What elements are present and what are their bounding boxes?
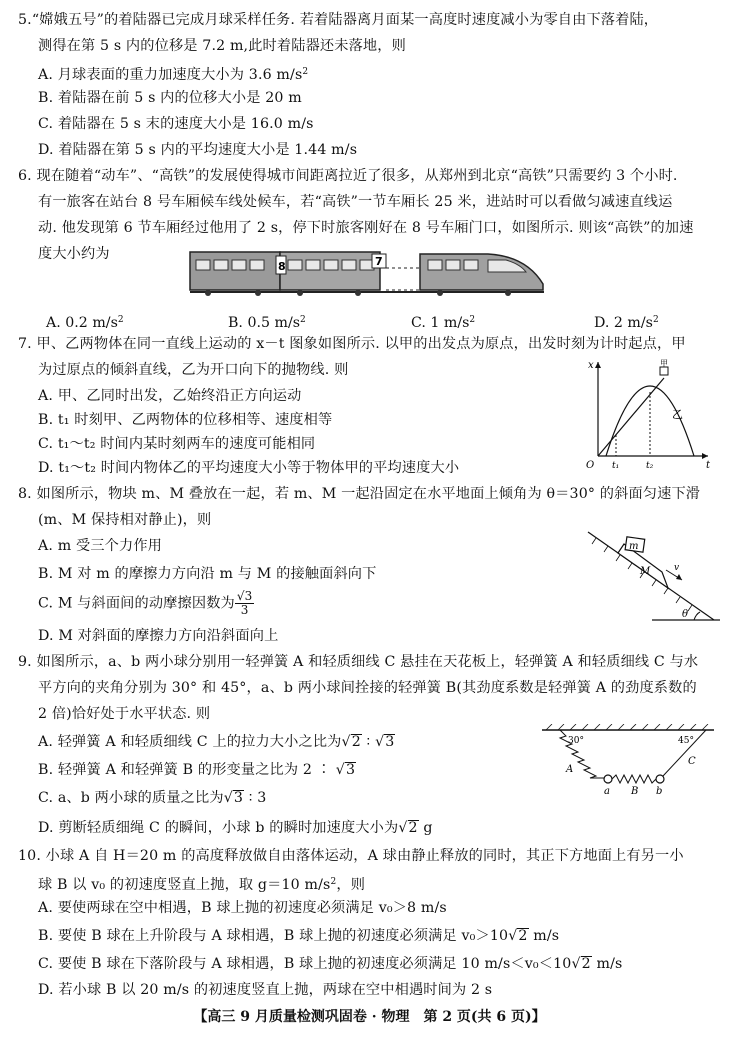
- q7-option-a: A. 甲、乙同时出发，乙始终沿正方向运动: [38, 388, 302, 404]
- q5-option-b: B. 着陆器在前 5 s 内的位移大小是 20 m: [38, 90, 302, 106]
- q10-stem-line2-text: 球 B 以 v₀ 的初速度竖直上抛，取 g＝10 m/s: [38, 877, 331, 893]
- q9-option-a-text: A. 轻弹簧 A 和轻质细线 C 上的拉力大小之比为: [38, 734, 342, 750]
- fig-label-A: A: [566, 764, 574, 775]
- page-footer: 【高三 9 月质量检测巩固卷 · 物理 第 2 页(共 6 页)】: [193, 1009, 546, 1025]
- x-axis-label: x: [588, 360, 594, 371]
- fig-angle-45: 45°: [678, 736, 694, 746]
- fig-label-B: B: [631, 786, 639, 796]
- q7-stem-line1: 7. 甲、乙两物体在同一直线上运动的 x－t 图象如图所示. 以甲的出发点为原点，出发时刻为计时起点，甲: [18, 336, 686, 352]
- q6-option-d: [594, 310, 659, 333]
- q6-option-b-text: B. 0.5 m/s: [228, 315, 301, 331]
- t2-label: t₂: [646, 461, 654, 471]
- q10-stem-line2-tail: ，则: [336, 877, 366, 893]
- q6-option-a: [46, 310, 124, 333]
- q8-option-c: [38, 590, 254, 617]
- q9-option-a: A. 轻弹簧 A 和轻质细线 C 上的拉力大小之比为√2 ∶ √3: [38, 734, 395, 750]
- q10-option-b-tail: m/s: [528, 928, 560, 944]
- q7-option-b: B. t₁ 时刻甲、乙两物体的位移相等、速度相等: [38, 412, 333, 428]
- q9-c-radicand: 3: [233, 790, 244, 806]
- q6-option-c-text: C. 1 m/s: [411, 315, 470, 331]
- q6-option-a-text: A. 0.2 m/s: [46, 315, 118, 331]
- q9-option-d: D. 剪断轻质细绳 C 的瞬间，小球 b 的瞬时加速度大小为√2 g: [38, 820, 433, 836]
- q10-b-radicand: 2: [518, 928, 528, 944]
- spring-B: [612, 775, 656, 783]
- q10-option-b-text: B. 要使 B 球在上升阶段与 A 球相遇，B 球上抛的初速度必须满足 v₀＞10: [38, 928, 509, 944]
- train-label-8: 8: [278, 260, 286, 273]
- q8-fraction-den: 3: [240, 603, 249, 617]
- q9-stem-line3: 2 倍)恰好处于水平状态. 则: [38, 706, 211, 722]
- q5-option-c: C. 着陆器在 5 s 末的速度大小是 16.0 m/s: [38, 116, 314, 132]
- origin-label: O: [586, 460, 595, 471]
- fig-label-b: b: [656, 786, 663, 796]
- q7-stem-line2: 为过原点的倾斜直线，乙为开口向下的抛物线. 则: [38, 362, 349, 378]
- x-axis-arrow: [595, 362, 601, 368]
- t1-label: t₁: [612, 461, 620, 471]
- q10-stem-line2-sup: 2: [330, 877, 337, 887]
- q10-option-c-tail: m/s: [591, 956, 623, 972]
- q9-option-d-text: D. 剪断轻质细绳 C 的瞬间，小球 b 的瞬时加速度大小为: [38, 820, 399, 836]
- t-axis-arrow: [702, 453, 708, 459]
- xt-graph: [580, 356, 716, 474]
- q9-option-c: C. a、b 两小球的质量之比为√3 ∶ 3: [38, 790, 267, 806]
- q8-fraction-num: √3: [236, 589, 253, 603]
- graph-label-yi: 乙: [672, 408, 683, 421]
- q9-b-radicand: 3: [345, 762, 356, 778]
- q6-option-d-text: D. 2 m/s: [594, 315, 653, 331]
- train-car-2: [280, 252, 380, 290]
- train-label-7: 7: [375, 255, 383, 268]
- q9-option-b-text: B. 轻弹簧 A 和轻弹簧 B 的形变量之比为 2 ∶: [38, 762, 336, 778]
- fig-label-v: v: [674, 563, 680, 573]
- incline-figure: [582, 528, 722, 626]
- q8-stem-line1: 8. 如图所示，物块 m、M 叠放在一起，若 m、M 一起沿固定在水平地面上倾角为 θ＝30° 的斜面匀速下滑: [18, 486, 701, 502]
- theta-arc: [694, 612, 700, 620]
- label-box-jia: [660, 367, 668, 375]
- q6-option-c: [411, 310, 475, 333]
- q6-option-b: [228, 310, 306, 333]
- spring-figure: [538, 724, 718, 796]
- train-car-1: [190, 252, 280, 290]
- q8-stem-line2: (m、M 保持相对静止)，则: [38, 512, 212, 528]
- q9-option-c-text: C. a、b 两小球的质量之比为: [38, 790, 224, 806]
- q10-option-b: B. 要使 B 球在上升阶段与 A 球相遇，B 球上抛的初速度必须满足 v₀＞10√2 m/s: [38, 928, 560, 944]
- q5-stem-line2: 测得在第 5 s 内的位移是 7.2 m,此时着陆器还未落地，则: [38, 38, 406, 54]
- q5-option-a: [38, 62, 308, 85]
- q6-stem-line1: 6. 现在随着“动车”、“高铁”的发展使得城市间距离拉近了很多，从郑州到北京“高铁”只需要约 3 个小时.: [18, 168, 678, 184]
- q9-stem-line2: 平方向的夹角分别为 30° 和 45°，a、b 两小球间拴接的轻弹簧 B(其劲度系数是轻弹簧 A 的劲度系数的: [38, 680, 697, 696]
- q6-stem-line3: 动. 他发现第 6 节车厢经过他用了 2 s，停下时旅客刚好在 8 号车厢门口，如图所示. 则该“高铁”的加速: [38, 220, 694, 236]
- fig-label-m: m: [629, 541, 639, 552]
- q6-option-a-sup: 2: [117, 315, 124, 325]
- train-figure: [188, 246, 548, 302]
- q5-option-d: D. 着陆器在第 5 s 内的平均速度大小是 1.44 m/s: [38, 142, 358, 158]
- ball-b: [656, 775, 664, 783]
- q10-option-c-text: C. 要使 B 球在下落阶段与 A 球相遇，B 球上抛的初速度必须满足 10 m/s＜v₀＜10: [38, 956, 572, 972]
- q9-a-ratio-sign: ∶: [361, 734, 376, 750]
- q10-c-radicand: 2: [581, 956, 591, 972]
- line-jia: [598, 378, 664, 456]
- q8-option-c-text: C. M 与斜面间的动摩擦因数为: [38, 595, 235, 612]
- q6-option-d-sup: 2: [652, 315, 659, 325]
- fig-label-theta: θ: [682, 609, 689, 620]
- fig-label-M: M: [640, 566, 651, 577]
- q7-option-d: D. t₁～t₂ 时间内物体乙的平均速度大小等于物体甲的平均速度大小: [38, 460, 460, 476]
- q10-stem-line1: 10. 小球 A 自 H＝20 m 的高度释放做自由落体运动，A 球由静止释放的同时，其正下方地面上有另一小: [18, 848, 684, 864]
- q6-option-b-sup: 2: [300, 315, 306, 325]
- q5-option-a-sup: 2: [302, 67, 309, 77]
- q10-option-c: C. 要使 B 球在下落阶段与 A 球相遇，B 球上抛的初速度必须满足 10 m/s＜v₀＜10√2 m/s: [38, 956, 623, 972]
- q10-option-a: A. 要使两球在空中相遇，B 球上抛的初速度必须满足 v₀＞8 m/s: [38, 900, 447, 916]
- q10-stem-line2: [38, 872, 365, 895]
- q9-stem-line1: 9. 如图所示，a、b 两小球分别用一轻弹簧 A 和轻质细线 C 悬挂在天花板上，轻弹簧 A 和轻质细线 C 与水: [18, 654, 699, 670]
- q6-option-c-sup: 2: [469, 315, 476, 325]
- q5-option-a-text: A. 月球表面的重力加速度大小为 3.6 m/s: [38, 67, 303, 83]
- q8-fraction: [235, 590, 255, 617]
- q9-option-d-tail: g: [418, 820, 433, 836]
- fig-angle-30: 30°: [568, 736, 584, 746]
- q6-stem-line4: 度大小约为: [38, 246, 110, 262]
- q8-option-b: B. M 对 m 的摩擦力方向沿 m 与 M 的接触面斜向下: [38, 566, 377, 582]
- q7-option-c: C. t₁～t₂ 时间内某时刻两车的速度可能相同: [38, 436, 316, 452]
- q5-stem-line1: 5.“嫦娥五号”的着陆器已完成月球采样任务. 若着陆器离月面某一高度时速度减小为零自由下落着陆，: [18, 12, 659, 28]
- graph-label-jia: 甲: [660, 359, 668, 368]
- fig-label-a: a: [604, 786, 610, 796]
- q6-stem-line2: 有一旅客在站台 8 号车厢候车线处候车，若“高铁”一节车厢长 25 米，进站时可以看做匀减速直线运: [38, 194, 673, 210]
- q9-option-c-tail: ∶ 3: [244, 790, 267, 806]
- fig-label-C: C: [688, 756, 696, 767]
- q9-d-radicand: 2: [408, 820, 418, 836]
- q9-option-b: B. 轻弹簧 A 和轻弹簧 B 的形变量之比为 2 ∶ √3: [38, 762, 356, 778]
- q8-option-a: A. m 受三个力作用: [38, 538, 163, 554]
- q9-a-radicand-2: 3: [385, 734, 395, 750]
- ball-a: [604, 775, 612, 783]
- t-axis-label: t: [706, 460, 711, 471]
- q9-a-radicand-1: 2: [351, 734, 361, 750]
- q10-option-d: D. 若小球 B 以 20 m/s 的初速度竖直上抛，两球在空中相遇时间为 2 s: [38, 982, 493, 998]
- q8-option-d: D. M 对斜面的摩擦力方向沿斜面向上: [38, 628, 279, 644]
